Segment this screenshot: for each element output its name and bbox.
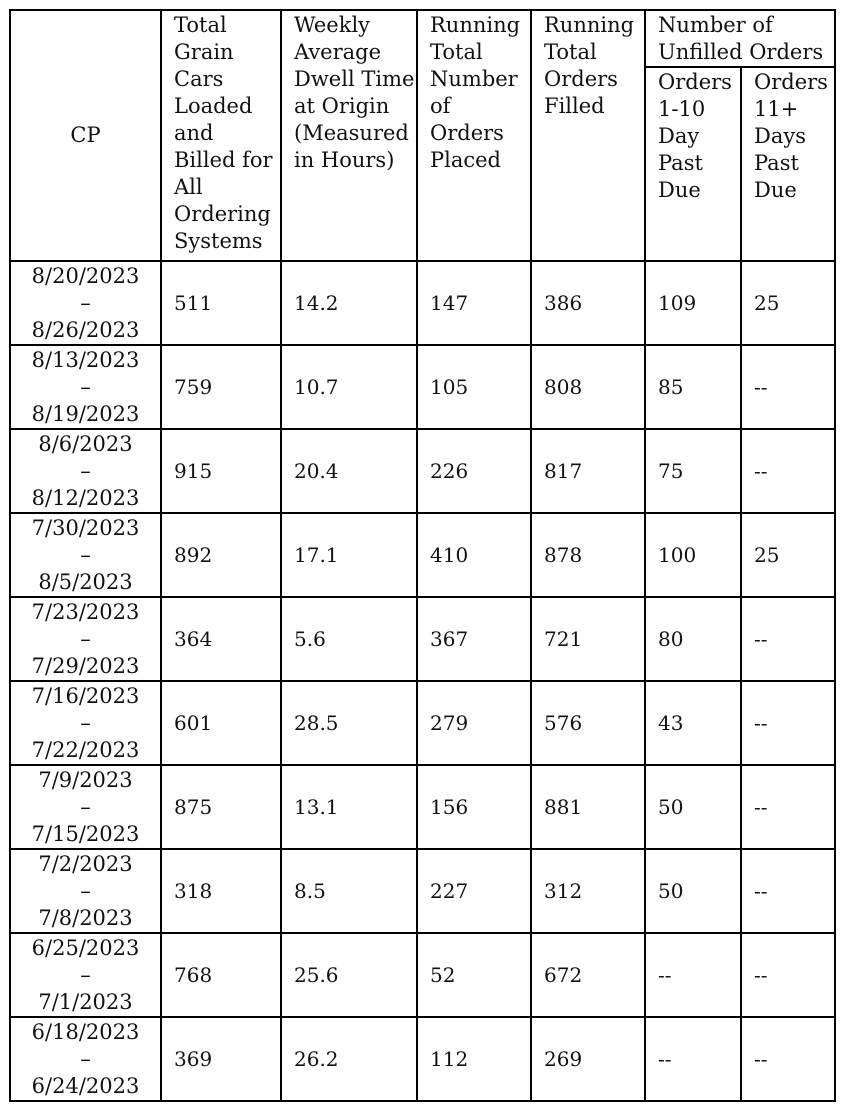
header-weekly-dwell: Weekly Average Dwell Time at Origin (Measured in Hours) — [281, 10, 417, 261]
cell-weekly-dwell: 14.2 — [281, 261, 417, 345]
table-row — [10, 933, 835, 1017]
cell-weekly-dwell: 25.6 — [281, 933, 417, 1017]
cell-orders-1-10-day: -- — [645, 933, 741, 1017]
cell-orders-11-plus-days: -- — [741, 429, 835, 513]
header-running-orders-placed: Running Total Number of Orders Placed — [417, 10, 531, 261]
cell-orders-11-plus-days: -- — [741, 597, 835, 681]
header-unfilled-orders: Number of Unfilled Orders — [645, 10, 835, 67]
cell-orders-1-10-day: 50 — [645, 849, 741, 933]
cell-orders-1-10-day: 80 — [645, 597, 741, 681]
week-sep: – — [80, 458, 91, 483]
week-sep: – — [80, 962, 91, 987]
table-row — [10, 1017, 835, 1101]
cell-running-orders-placed: 226 — [417, 429, 531, 513]
header-total-grain-cars: Total Grain Cars Loaded and Billed for All Ordering Systems — [161, 10, 281, 261]
cell-orders-1-10-day: 75 — [645, 429, 741, 513]
cell-total-grain-cars: 759 — [161, 345, 281, 429]
cell-weekly-dwell: 17.1 — [281, 513, 417, 597]
cell-orders-1-10-day: 85 — [645, 345, 741, 429]
cell-total-grain-cars: 511 — [161, 261, 281, 345]
table-row — [10, 597, 835, 681]
cell-orders-11-plus-days: -- — [741, 849, 835, 933]
cell-running-orders-filled: 721 — [531, 597, 645, 681]
cell-orders-1-10-day: 100 — [645, 513, 741, 597]
week-end: 7/29/2023 — [31, 653, 140, 678]
week-start: 8/6/2023 — [38, 431, 133, 456]
cell-orders-1-10-day: -- — [645, 1017, 741, 1101]
cell-orders-11-plus-days: 25 — [741, 261, 835, 345]
table-body — [10, 261, 835, 1101]
cell-cp-week — [10, 261, 161, 345]
grain-orders-table — [9, 9, 836, 1102]
table-row — [10, 849, 835, 933]
cell-total-grain-cars: 601 — [161, 681, 281, 765]
cell-weekly-dwell: 8.5 — [281, 849, 417, 933]
cell-cp-week — [10, 849, 161, 933]
cell-orders-11-plus-days: -- — [741, 765, 835, 849]
cell-running-orders-filled: 672 — [531, 933, 645, 1017]
cell-running-orders-filled: 269 — [531, 1017, 645, 1101]
table-header — [10, 10, 835, 261]
week-start: 7/16/2023 — [31, 683, 140, 708]
week-end: 8/5/2023 — [38, 569, 133, 594]
cell-running-orders-placed: 227 — [417, 849, 531, 933]
table-row — [10, 429, 835, 513]
cell-cp-week — [10, 345, 161, 429]
week-sep: – — [80, 542, 91, 567]
cell-running-orders-placed: 105 — [417, 345, 531, 429]
week-start: 7/23/2023 — [31, 599, 140, 624]
week-end: 7/15/2023 — [31, 821, 140, 846]
week-end: 7/1/2023 — [38, 989, 133, 1014]
week-end: 8/12/2023 — [31, 485, 140, 510]
week-end: 8/26/2023 — [31, 317, 140, 342]
table-row — [10, 765, 835, 849]
cell-running-orders-filled: 576 — [531, 681, 645, 765]
cell-running-orders-filled: 878 — [531, 513, 645, 597]
cell-cp-week — [10, 765, 161, 849]
cell-total-grain-cars: 875 — [161, 765, 281, 849]
week-end: 8/19/2023 — [31, 401, 140, 426]
cell-cp-week — [10, 513, 161, 597]
cell-cp-week — [10, 933, 161, 1017]
header-running-orders-filled: Running Total Orders Filled — [531, 10, 645, 261]
cell-running-orders-placed: 147 — [417, 261, 531, 345]
cell-running-orders-filled: 817 — [531, 429, 645, 513]
week-start: 7/9/2023 — [38, 767, 133, 792]
week-start: 8/13/2023 — [31, 347, 140, 372]
cell-running-orders-filled: 312 — [531, 849, 645, 933]
week-start: 8/20/2023 — [31, 263, 140, 288]
cell-running-orders-placed: 367 — [417, 597, 531, 681]
cell-total-grain-cars: 318 — [161, 849, 281, 933]
week-start: 6/25/2023 — [31, 935, 140, 960]
cell-cp-week — [10, 1017, 161, 1101]
cell-total-grain-cars: 369 — [161, 1017, 281, 1101]
week-sep: – — [80, 374, 91, 399]
cell-total-grain-cars: 915 — [161, 429, 281, 513]
header-orders-11-plus-days: Orders 11+ Days Past Due — [741, 67, 835, 261]
cell-running-orders-filled: 808 — [531, 345, 645, 429]
week-end: 7/8/2023 — [38, 905, 133, 930]
cell-weekly-dwell: 26.2 — [281, 1017, 417, 1101]
header-cp: CP — [10, 10, 161, 261]
cell-weekly-dwell: 13.1 — [281, 765, 417, 849]
cell-weekly-dwell: 28.5 — [281, 681, 417, 765]
cell-orders-11-plus-days: -- — [741, 1017, 835, 1101]
week-start: 6/18/2023 — [31, 1019, 140, 1044]
cell-orders-1-10-day: 109 — [645, 261, 741, 345]
week-sep: – — [80, 710, 91, 735]
cell-cp-week — [10, 429, 161, 513]
cell-weekly-dwell: 5.6 — [281, 597, 417, 681]
week-sep: – — [80, 626, 91, 651]
cell-orders-11-plus-days: -- — [741, 345, 835, 429]
cell-orders-1-10-day: 43 — [645, 681, 741, 765]
week-sep: – — [80, 878, 91, 903]
cell-cp-week — [10, 681, 161, 765]
week-sep: – — [80, 794, 91, 819]
cell-running-orders-placed: 112 — [417, 1017, 531, 1101]
week-sep: – — [80, 1046, 91, 1071]
week-end: 7/22/2023 — [31, 737, 140, 762]
table-row — [10, 261, 835, 345]
cell-orders-1-10-day: 50 — [645, 765, 741, 849]
cell-running-orders-placed: 156 — [417, 765, 531, 849]
table-row — [10, 513, 835, 597]
week-sep: – — [80, 290, 91, 315]
cell-total-grain-cars: 892 — [161, 513, 281, 597]
cell-weekly-dwell: 10.7 — [281, 345, 417, 429]
table-row — [10, 345, 835, 429]
week-end: 6/24/2023 — [31, 1073, 140, 1098]
cell-cp-week — [10, 597, 161, 681]
cell-running-orders-filled: 881 — [531, 765, 645, 849]
cell-weekly-dwell: 20.4 — [281, 429, 417, 513]
header-orders-1-10-day: Orders 1-10 Day Past Due — [645, 67, 741, 261]
table-row — [10, 681, 835, 765]
cell-orders-11-plus-days: 25 — [741, 513, 835, 597]
cell-running-orders-placed: 52 — [417, 933, 531, 1017]
cell-running-orders-placed: 279 — [417, 681, 531, 765]
week-start: 7/2/2023 — [38, 851, 133, 876]
week-start: 7/30/2023 — [31, 515, 140, 540]
cell-orders-11-plus-days: -- — [741, 681, 835, 765]
cell-total-grain-cars: 364 — [161, 597, 281, 681]
cell-running-orders-placed: 410 — [417, 513, 531, 597]
cell-running-orders-filled: 386 — [531, 261, 645, 345]
cell-total-grain-cars: 768 — [161, 933, 281, 1017]
cell-orders-11-plus-days: -- — [741, 933, 835, 1017]
